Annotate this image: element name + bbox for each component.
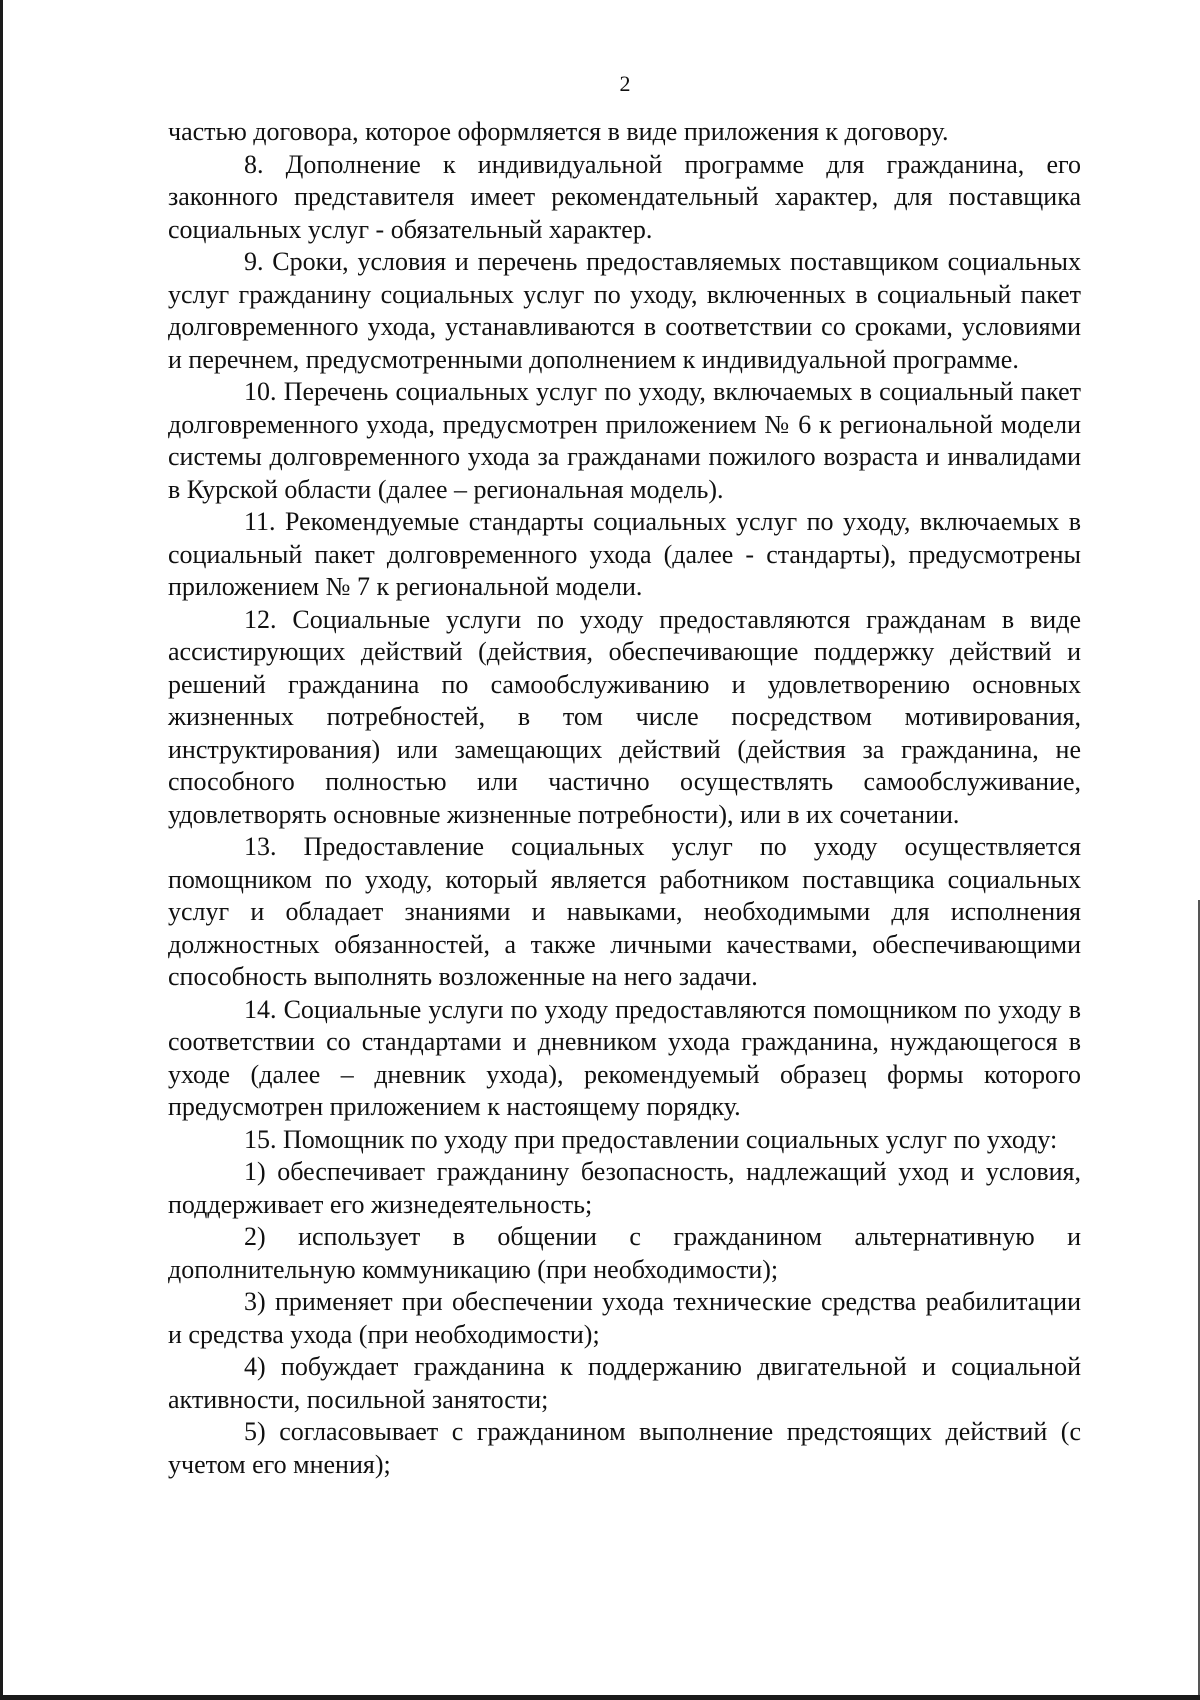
paragraph-11: 11. Рекомендуемые стандарты социальных услуг по уходу, включаемых в социальный пакет долговременного ухода (далее - стандарты), предусмотрены приложением № 7 к региональной модели. [168, 507, 1081, 601]
scan-border-bottom [0, 1695, 1200, 1700]
paragraph-continuation: частью договора, которое оформляется в виде приложения к договору. [168, 117, 949, 146]
paragraph-9: 9. Сроки, условия и перечень предоставляемых поставщиком социальных услуг гражданину социальных услуг по уходу, включенных в социальный пакет долговременного ухода, устанавливаются в соответствии со сроками, условиями и перечнем, предусмотренными дополнением к индивидуальной программе. [168, 247, 1081, 374]
list-item-5: 5) согласовывает с гражданином выполнение предстоящих действий (с учетом его мнения); [168, 1417, 1081, 1479]
scan-border-left [0, 0, 3, 1700]
page-number: 2 [619, 71, 631, 96]
paragraph-12: 12. Социальные услуги по уходу предоставляются гражданам в виде ассистирующих действий (действия, обеспечивающие поддержку действий и решений гражданина по самообслуживанию и удовлетворению основных жизненных потребностей, в том числе посредством мотивирования, инструктирования) или замещающих действий (действия за гражданина, не способного полностью или частично осуществлять самообслуживание, удовлетворять основные жизненные потребности), или в их сочетании. [168, 604, 1081, 829]
list-item-3: 3) применяет при обеспечении ухода технические средства реабилитации и средства ухода (при необходимости); [168, 1287, 1081, 1349]
list-item-4: 4) побуждает гражданина к поддержанию двигательной и социальной активности, посильной занятости; [168, 1352, 1081, 1414]
list-item-1: 1) обеспечивает гражданину безопасность, надлежащий уход и условия, поддерживает его жизнедеятельность; [168, 1157, 1081, 1219]
paragraph-8: 8. Дополнение к индивидуальной программе для гражданина, его законного представителя имеет рекомендательный характер, для поставщика социальных услуг - обязательный характер. [168, 149, 1081, 244]
document-body [168, 116, 1081, 1481]
paragraph-10: 10. Перечень социальных услуг по уходу, включаемых в социальный пакет долговременного ухода, предусмотрен приложением № 6 к региональной модели системы долговременного ухода за гражданами пожилого возраста и инвалидами в Курской области (далее – региональная модель). [168, 377, 1081, 504]
paragraph-13: 13. Предоставление социальных услуг по уходу осуществляется помощником по уходу, который является работником поставщика социальных услуг и обладает знаниями и навыками, необходимыми для исполнения должностных обязанностей, а также личными качествами, обеспечивающими способность выполнять возложенные на него задачи. [168, 832, 1081, 991]
paragraph-15: 15. Помощник по уходу при предоставлении социальных услуг по уходу: [244, 1124, 1058, 1154]
paragraph-14: 14. Социальные услуги по уходу предоставляются помощником по уходу в соответствии со стандартами и дневником ухода гражданина, нуждающегося в уходе (далее – дневник ухода), рекомендуемый образец формы которого предусмотрен приложением к настоящему порядку. [168, 994, 1081, 1121]
list-item-2: 2) использует в общении с гражданином альтернативную и дополнительную коммуникацию (при необходимости); [168, 1222, 1081, 1284]
